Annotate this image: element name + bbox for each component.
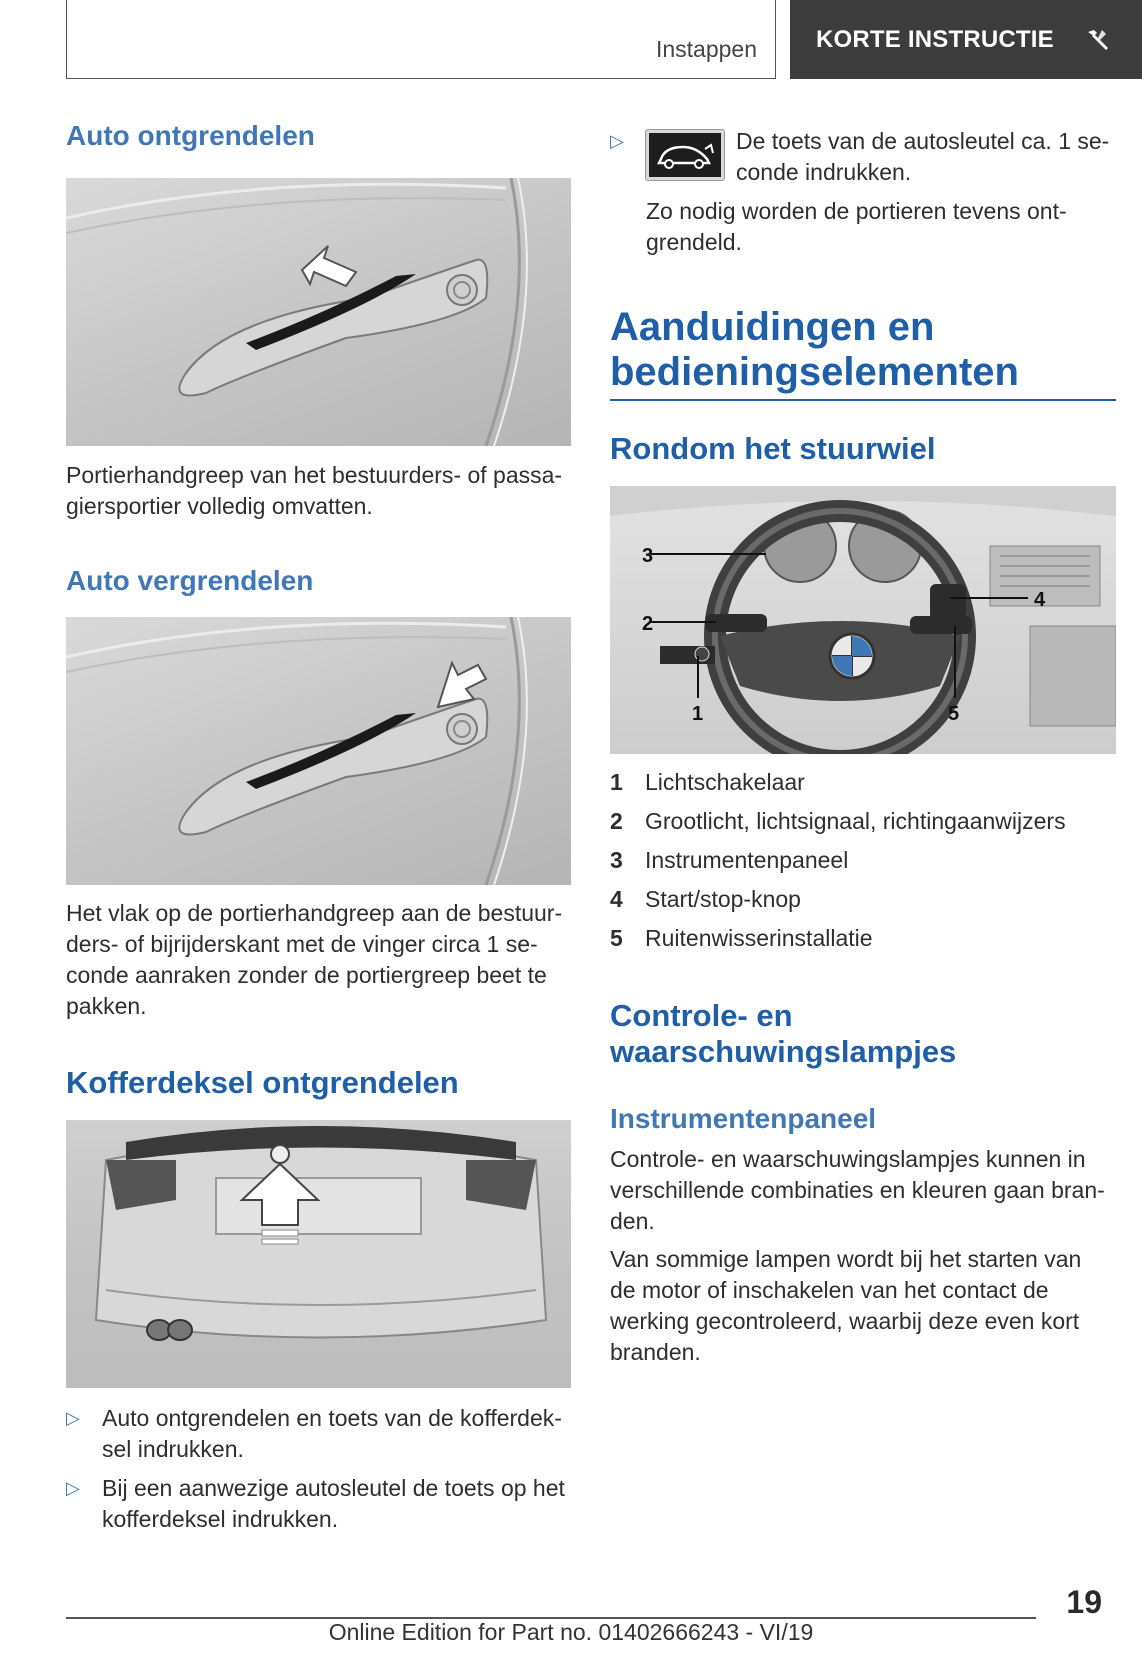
heading-auto-ontgrendelen: Auto ontgrendelen xyxy=(66,120,315,151)
heading-auto-vergrendelen: Auto vergrendelen xyxy=(66,565,314,596)
heading-kofferdeksel: Kofferdeksel ontgrendelen xyxy=(66,1065,459,1100)
caption-lock-line: Het vlak op de portierhandgreep aan de bestuur- xyxy=(66,900,563,926)
list-item xyxy=(610,767,1116,798)
subheading-instrumentenpaneel: Instrumentenpaneel xyxy=(610,1103,877,1134)
main-heading xyxy=(610,305,1019,395)
paragraph-line: werking gecontroleerd, waarbij deze even kort xyxy=(610,1308,1080,1334)
paragraph-line: verschillende combinaties en kleuren gaan bran- xyxy=(610,1177,1105,1203)
heading-rule xyxy=(610,399,1116,401)
list-item xyxy=(610,806,1116,837)
list-item-number: 1 xyxy=(610,769,623,795)
bullet-line: sel indrukken. xyxy=(102,1436,244,1462)
caption-lock-line: ders- of bijrijderskant met de vinger circa 1 se- xyxy=(66,931,538,957)
list-item-label: Start/stop-knop xyxy=(645,886,801,912)
section-title: Instappen xyxy=(655,36,757,62)
caption-lock xyxy=(66,898,572,1022)
key-step-note xyxy=(646,196,1116,258)
list-item xyxy=(610,845,1116,876)
list-item-label: Grootlicht, lichtsignaal, richtingaanwijzers xyxy=(645,808,1066,834)
bullet-triangle-icon: ▷ xyxy=(610,131,624,151)
caption-lock-line: pakken. xyxy=(66,993,147,1019)
caption-unlock-line: giersportier volledig omvatten. xyxy=(66,493,373,519)
bullet-line: kofferdeksel indrukken. xyxy=(102,1506,339,1532)
list-item-label: Instrumentenpaneel xyxy=(645,847,849,873)
bullet-item xyxy=(66,1473,572,1535)
callout-5: 5 xyxy=(948,703,960,725)
steering-wheel-image xyxy=(610,486,1116,754)
list-item xyxy=(610,884,1116,915)
main-heading-line: bedieningselementen xyxy=(610,350,1019,394)
list-item-number: 5 xyxy=(610,925,623,951)
list-item-number: 3 xyxy=(610,847,623,873)
paragraph-line: Van sommige lampen wordt bij het starten van xyxy=(610,1246,1082,1272)
bullet-triangle-icon: ▷ xyxy=(66,1478,80,1498)
controle-paragraph-1 xyxy=(610,1144,1116,1237)
bullet-triangle-icon: ▷ xyxy=(66,1408,80,1428)
callout-3: 3 xyxy=(642,545,654,567)
list-item-label: Ruitenwisserinstallatie xyxy=(645,925,873,951)
callout-4: 4 xyxy=(1034,589,1046,611)
list-item-label: Lichtschakelaar xyxy=(645,769,805,795)
caption-unlock-line: Portierhandgreep van het bestuurders- of passa- xyxy=(66,462,563,488)
heading-controle-line: waarschuwingslampjes xyxy=(610,1034,957,1069)
caption-unlock xyxy=(66,460,572,522)
paragraph-line: de motor of inschakelen van het contact de xyxy=(610,1277,1049,1303)
key-step-line: De toets van de autosleutel ca. 1 se- xyxy=(736,128,1110,154)
list-item-number: 4 xyxy=(610,886,623,912)
main-heading-line: Aanduidingen en xyxy=(610,305,935,349)
car-trunk-key-icon xyxy=(646,130,724,180)
controle-paragraph-2 xyxy=(610,1244,1116,1368)
trunk-lid-image xyxy=(66,1120,571,1388)
key-step-line: conde indrukken. xyxy=(736,159,912,185)
key-step-note-line: grendeld. xyxy=(646,229,742,255)
footer-edition: Online Edition for Part no. 01402666243 - VI/19 xyxy=(328,1619,814,1645)
bullet-item xyxy=(66,1403,572,1465)
key-step-note-line: Zo nodig worden de portieren tevens ont- xyxy=(646,198,1067,224)
door-handle-unlock-image xyxy=(66,178,571,446)
paragraph-line: den. xyxy=(610,1208,655,1234)
caption-lock-line: conde aanraken zonder de portiergreep beet te xyxy=(66,962,547,988)
door-handle-lock-image xyxy=(66,617,571,885)
heading-controle-line: Controle- en xyxy=(610,998,793,1033)
list-item xyxy=(610,923,1116,954)
header-box xyxy=(66,0,776,79)
chapter-tab-label: KORTE INSTRUCTIE xyxy=(816,25,1054,53)
wrench-hammer-icon xyxy=(1084,26,1112,54)
paragraph-line: Controle- en waarschuwingslampjes kunnen in xyxy=(610,1146,1086,1172)
callout-2: 2 xyxy=(642,613,654,635)
heading-rondom: Rondom het stuurwiel xyxy=(610,431,936,466)
list-item-number: 2 xyxy=(610,808,623,834)
bullet-line: Bij een aanwezige autosleutel de toets op het xyxy=(102,1475,565,1501)
paragraph-line: branden. xyxy=(610,1339,701,1365)
chapter-tab[interactable] xyxy=(790,0,1142,79)
callout-1: 1 xyxy=(692,703,704,725)
page-number: 19 xyxy=(1066,1584,1102,1620)
bullet-line: Auto ontgrendelen en toets van de kofferdek- xyxy=(102,1405,562,1431)
heading-controle xyxy=(610,998,956,1070)
